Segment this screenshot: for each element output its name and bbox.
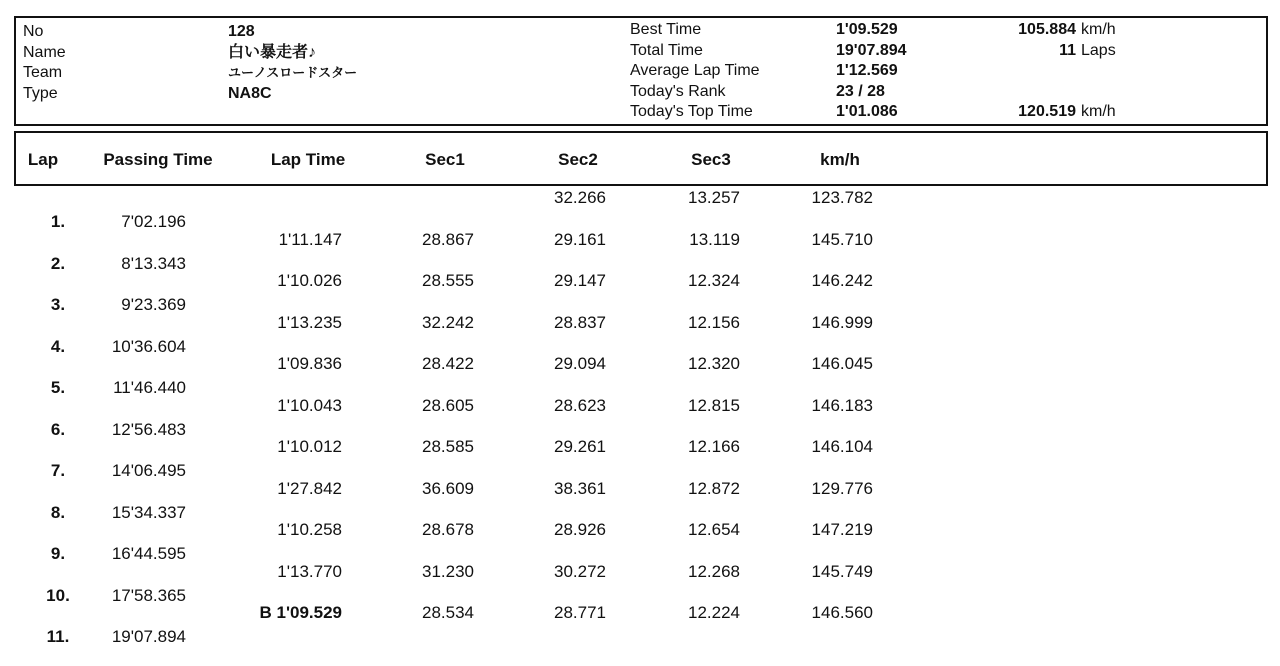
lap-time-cell: 1'10.043 — [277, 395, 342, 415]
sec3-cell: 12.166 — [688, 437, 740, 456]
col-header-sec3: Sec3 — [691, 150, 731, 169]
sec2-cell: 38.361 — [554, 478, 606, 498]
sec1-cell: 28.678 — [422, 520, 474, 539]
passing-time-cell: 10'36.604 — [111, 336, 186, 356]
car-number: 128 — [228, 23, 255, 40]
col-header-kmh: km/h — [820, 150, 860, 169]
sec2-cell: 28.837 — [554, 312, 606, 332]
todays-rank: 23 / 28 — [836, 82, 885, 100]
passing-time-cell: 11'46.440 — [113, 378, 186, 397]
sec2-cell: 28.771 — [554, 603, 606, 622]
best-speed: 105.884 — [1018, 21, 1076, 38]
lap-number: 6. — [50, 419, 66, 439]
passing-time-cell: 16'44.595 — [111, 544, 186, 563]
lap-number: 5. — [50, 378, 66, 397]
lap-time-cell: 1'27.842 — [277, 478, 342, 498]
kmh-cell: 145.710 — [811, 229, 873, 249]
col-header-lap-time: Lap Time — [270, 150, 346, 169]
car-team: ユーノスロードスター — [228, 65, 358, 80]
col-header-lap: Lap — [27, 150, 59, 169]
sec1-cell: 28.585 — [422, 437, 474, 456]
summary-labels — [630, 20, 760, 123]
label-total-time: Total Time — [630, 41, 703, 59]
sec1-cell: 28.605 — [422, 395, 474, 415]
kmh-cell: 146.183 — [811, 395, 873, 415]
passing-time-cell: 19'07.894 — [111, 627, 186, 646]
sec3-cell: 12.320 — [688, 354, 740, 373]
sec2-cell: 29.161 — [554, 229, 606, 249]
sec2-cell: 30.272 — [554, 561, 606, 581]
sec3-cell: 12.654 — [688, 520, 740, 539]
kmh-cell: 146.999 — [811, 312, 873, 332]
best-speed-block — [990, 20, 1076, 41]
kmh-cell: 147.219 — [811, 520, 873, 539]
sec2-cell: 28.926 — [554, 520, 606, 539]
laps-count: 11 — [1059, 41, 1076, 59]
label-best-time: Best Time — [630, 21, 702, 38]
sec3-cell: 13.119 — [689, 229, 740, 249]
sec3-cell: 12.815 — [688, 395, 740, 415]
col-header-passing-time: Passing Time — [103, 150, 213, 169]
summary-values — [836, 20, 907, 123]
sec2-cell: 29.261 — [554, 437, 606, 456]
passing-time-cell: 7'02.196 — [121, 212, 186, 231]
label-team: Team — [23, 64, 63, 81]
sec2-cell: 28.623 — [554, 395, 606, 415]
sec1-cell: 28.867 — [422, 229, 474, 249]
car-values — [228, 22, 357, 104]
lap-number: 7. — [50, 461, 66, 480]
lap-number: 3. — [50, 295, 66, 314]
passing-time-cell: 9'23.369 — [121, 295, 186, 314]
sec3-cell: 12.224 — [688, 603, 740, 622]
kmh-cell: 123.782 — [811, 188, 873, 207]
sec1-cell: 31.230 — [422, 561, 474, 581]
sec1-cell: 32.242 — [422, 312, 474, 332]
top-speed-block — [990, 102, 1076, 123]
sec2-cell: 29.094 — [554, 354, 606, 373]
best-lap-time-cell: B 1'09.529 — [259, 603, 342, 622]
kmh-cell: 146.045 — [811, 354, 873, 373]
best-speed-unit: km/h — [1081, 21, 1116, 38]
kmh-cell: 146.242 — [811, 271, 873, 290]
lap-time-cell: 1'13.770 — [277, 561, 342, 581]
average-lap-time: 1'12.569 — [836, 62, 898, 79]
laps-count-block — [990, 41, 1076, 62]
passing-time-cell: 15'34.337 — [111, 502, 186, 522]
kmh-cell: 145.749 — [811, 561, 873, 581]
label-average-lap: Average Lap Time — [630, 62, 760, 79]
label-rank: Today's Rank — [630, 82, 726, 100]
sec3-cell: 12.872 — [688, 478, 740, 498]
sec3-cell: 12.268 — [688, 561, 740, 581]
label-type: Type — [23, 84, 58, 102]
lap-number: 11. — [46, 627, 70, 646]
best-time: 1'09.529 — [836, 21, 898, 38]
passing-time-cell: 14'06.495 — [111, 461, 186, 480]
lap-time-cell: 1'10.012 — [277, 437, 342, 456]
label-top-time: Today's Top Time — [630, 103, 753, 120]
kmh-cell: 129.776 — [811, 478, 873, 498]
top-speed: 120.519 — [1018, 103, 1076, 120]
car-type: NA8C — [228, 84, 272, 102]
car-labels — [23, 22, 66, 104]
car-name: 白い暴走者♪ — [228, 43, 317, 61]
lap-time-cell: 1'11.147 — [278, 229, 342, 249]
sec1-cell: 36.609 — [422, 478, 474, 498]
sec2-cell: 32.266 — [554, 188, 606, 207]
sec3-cell: 12.324 — [688, 271, 740, 290]
kmh-cell: 146.560 — [811, 603, 873, 622]
lap-number: 2. — [50, 253, 66, 273]
lap-time-cell: 1'10.026 — [277, 271, 342, 290]
col-header-sec1: Sec1 — [425, 150, 465, 169]
lap-time-cell: 1'13.235 — [277, 312, 342, 332]
sec2-cell: 29.147 — [554, 271, 606, 290]
col-header-sec2: Sec2 — [558, 150, 598, 169]
sec1-cell: 28.422 — [422, 354, 474, 373]
lap-number: 1. — [50, 212, 66, 231]
passing-time-cell: 17'58.365 — [111, 585, 186, 605]
sec1-cell: 28.534 — [422, 603, 474, 622]
passing-time-cell: 12'56.483 — [111, 419, 186, 439]
lap-number: 4. — [50, 336, 66, 356]
passing-time-cell: 8'13.343 — [121, 253, 186, 273]
sec3-cell: 12.156 — [688, 312, 740, 332]
lap-time-cell: 1'09.836 — [277, 354, 342, 373]
label-name: Name — [23, 43, 66, 61]
top-speed-unit: km/h — [1081, 103, 1116, 120]
sec1-cell: 28.555 — [422, 271, 474, 290]
lap-time-cell: 1'10.258 — [277, 520, 342, 539]
todays-top-time: 1'01.086 — [836, 103, 898, 120]
laps-unit: Laps — [1081, 41, 1116, 59]
kmh-cell: 146.104 — [811, 437, 873, 456]
lap-number: 9. — [50, 544, 66, 563]
total-time: 19'07.894 — [836, 41, 907, 59]
lap-number: 8. — [50, 502, 66, 522]
label-no: No — [23, 23, 44, 40]
lap-number: 10. — [46, 585, 70, 605]
sec3-cell: 13.257 — [688, 188, 740, 207]
